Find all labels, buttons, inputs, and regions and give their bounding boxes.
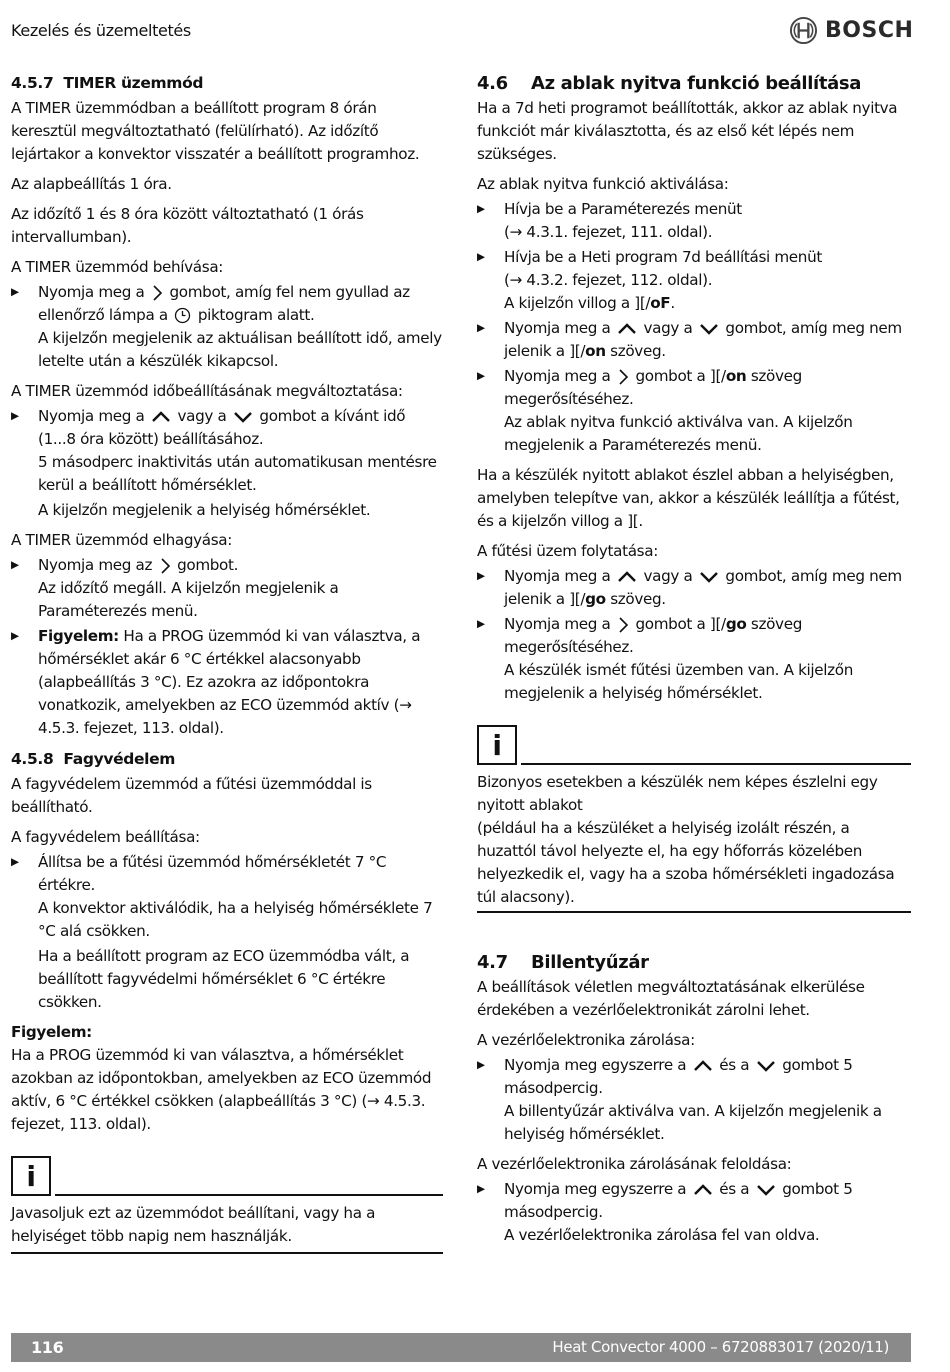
step-text: vagy a: [643, 319, 693, 337]
step-list: [477, 1178, 911, 1247]
step-continuation: Az időzítő megáll. A kijelzőn megjelenik a Paraméterezés menü.: [38, 579, 339, 620]
step-continuation: Az ablak nyitva funkció aktiválva van. A kijelzőn megjelenik a Paraméterezés menü.: [504, 413, 853, 454]
chevron-up-icon: [693, 1183, 713, 1197]
chevron-up-icon: [151, 410, 171, 424]
paragraph: Ha a készülék nyitott ablakot észlel abban a helyiségben, amelyben telepítve van, akkor a készülék leállítja a fűtést, és a kijelzőn villog a ][.: [477, 466, 900, 530]
info-box: [477, 723, 911, 913]
step-list: [477, 198, 911, 457]
step-continuation: 5 másodperc inaktivitás után automatikusan mentésre kerül a beállított hőmérséklet.: [38, 453, 437, 494]
step-list: [11, 405, 443, 522]
document-id: Heat Convector 4000 – 6720883017 (2020/11): [552, 1338, 889, 1356]
step-continuation: [504, 292, 911, 315]
step-text: szöveg megerősítéséhez.: [504, 367, 802, 408]
step-item: [477, 565, 911, 611]
step-text: Nyomja meg egyszerre a: [504, 1056, 687, 1074]
section-title: TIMER üzemmód: [63, 74, 204, 92]
chevron-right-icon: [151, 284, 163, 302]
step-text: Nyomja meg a: [504, 615, 611, 633]
section-heading-4-5-7: [11, 72, 443, 95]
page-header-title: Kezelés és üzemeltetés: [11, 21, 191, 40]
info-box-header: [11, 1154, 443, 1196]
paragraph: Az időzítő 1 és 8 óra között változtatható (1 órás intervallumban).: [11, 205, 364, 246]
step-text: Nyomja meg egyszerre a: [504, 1180, 687, 1198]
page-footer: [11, 1333, 911, 1362]
section-title: Az ablak nyitva funkció beállítása: [531, 73, 862, 94]
chevron-right-icon: [617, 616, 629, 634]
step-continuation: Ha a beállított program az ECO üzemmódba vált, a beállított fagyvédelmi hőmérséklet 6 °C értékre csökken.: [38, 947, 410, 1011]
step-continuation: A készülék ismét fűtési üzemben van. A kijelzőn megjelenik a helyiség hőmérséklet.: [504, 661, 853, 702]
info-box-header: [477, 723, 911, 765]
divider: [55, 1194, 443, 1196]
display-code: go: [725, 615, 747, 633]
step-continuation: (→ 4.3.1. fejezet, 111. oldal).: [504, 223, 713, 241]
step-text: gombot, amíg meg nem jelenik a ][/: [504, 319, 902, 360]
step-text: gombot, amíg fel nem gyullad az ellenőrző lámpa a: [38, 283, 410, 324]
subheading: A vezérlőelektronika zárolása:: [477, 1031, 695, 1049]
step-item: [11, 405, 443, 522]
brand-name: BOSCH: [825, 18, 914, 43]
step-text: Nyomja meg a: [504, 367, 611, 385]
display-code: on: [585, 342, 606, 360]
section-number: 4.6: [477, 73, 508, 94]
info-icon: i: [477, 725, 517, 765]
step-text: Hívja be a Paraméterezés menüt: [504, 200, 742, 218]
step-list: [477, 565, 911, 705]
step-item: [11, 554, 443, 623]
info-icon: i: [11, 1156, 51, 1196]
info-text: Javasoljuk ezt az üzemmódot beállítani, vagy ha a helyiséget több napig nem használják.: [11, 1196, 443, 1254]
step-text: gombot 5 másodpercig.: [504, 1180, 853, 1221]
info-text-line: (például ha a készüléket a helyiség izolált részén, a huzattól távol helyezte el, ha egy hőforrás közelében helyezkedik el, vagy ha a szoba hőmérsékleti ingadozása túl alacsony).: [477, 819, 895, 906]
paragraph: Ha a 7d heti programot beállították, akkor az ablak nyitva funkciót már kiválasztotta, és az első két lépés nem szükséges.: [477, 99, 898, 163]
step-text: gombot.: [177, 556, 239, 574]
section-heading-4-6: [477, 72, 911, 95]
bosch-logo: [789, 16, 913, 45]
paragraph: Az alapbeállítás 1 óra.: [11, 175, 172, 193]
chevron-up-icon: [617, 570, 637, 584]
chevron-right-icon: [617, 368, 629, 386]
step-item-note: [11, 625, 443, 740]
right-column: [477, 72, 911, 1254]
step-item: [11, 281, 443, 373]
step-list: [477, 1054, 911, 1146]
display-code: go: [585, 590, 606, 608]
paragraph: A TIMER üzemmódban a beállított program 8 órán keresztül megváltoztatható (felülírható). Az időzítő lejártakor a konvektor visszatér a beállított programhoz.: [11, 99, 420, 163]
step-item: [477, 317, 911, 363]
left-column: [11, 72, 443, 1254]
divider: [521, 763, 911, 765]
step-item: [477, 613, 911, 705]
step-text: és a: [719, 1180, 750, 1198]
step-text: gombot a ][/: [635, 367, 726, 385]
step-text: és a: [719, 1056, 750, 1074]
display-code: on: [725, 367, 747, 385]
step-text: gombot, amíg meg nem jelenik a ][/: [504, 567, 902, 608]
step-continuation: A vezérlőelektronika zárolása fel van oldva.: [504, 1226, 820, 1244]
step-text: Hívja be a Heti program 7d beállítási menüt: [504, 248, 822, 266]
step-text: .: [670, 294, 675, 312]
section-heading-4-5-8: [11, 748, 443, 771]
chevron-down-icon: [756, 1059, 776, 1073]
step-continuation: A kijelzőn megjelenik az aktuálisan beállított idő, amely letelte után a készülék kikapcsol.: [38, 329, 442, 370]
step-text: gombot a kívánt idő (1...8 óra között) beállításához.: [38, 407, 406, 448]
step-text: Állítsa be a fűtési üzemmód hőmérsékletét 7 °C értékre.: [38, 853, 387, 894]
page-number: 116: [31, 1338, 64, 1357]
chevron-down-icon: [699, 570, 719, 584]
step-text: szöveg.: [605, 590, 666, 608]
section-number: 4.5.8: [11, 750, 54, 768]
section-title: Billentyűzár: [531, 952, 649, 973]
step-text: gombot a ][/: [635, 615, 726, 633]
info-box: [11, 1154, 443, 1254]
step-text: Nyomja meg az: [38, 556, 153, 574]
subheading: A vezérlőelektronika zárolásának feloldása:: [477, 1155, 792, 1173]
section-heading-4-7: [477, 951, 911, 974]
bosch-armature-icon: [789, 16, 818, 45]
step-item: [11, 851, 443, 1014]
chevron-down-icon: [756, 1183, 776, 1197]
step-text: A kijelzőn villog a ][/: [504, 294, 651, 312]
subheading: Az ablak nyitva funkció aktiválása:: [477, 175, 729, 193]
paragraph: A beállítások véletlen megváltoztatásának elkerülése érdekében a vezérlőelektronikát zárolni lehet.: [477, 978, 865, 1019]
step-item: [477, 365, 911, 457]
step-text: szöveg.: [605, 342, 666, 360]
subheading: A fagyvédelem beállítása:: [11, 828, 200, 846]
paragraph: A fagyvédelem üzemmód a fűtési üzemmóddal is beállítható.: [11, 775, 372, 816]
step-continuation: A billentyűzár aktiválva van. A kijelzőn megjelenik a helyiség hőmérséklet.: [504, 1102, 882, 1143]
display-code: oF: [650, 294, 671, 312]
note-label: Figyelem:: [38, 627, 119, 645]
step-text: gombot 5 másodpercig.: [504, 1056, 853, 1097]
subheading: A TIMER üzemmód elhagyása:: [11, 531, 233, 549]
warning-text: Ha a PROG üzemmód ki van választva, a hőmérséklet azokban az időpontokban, amelyekben az ECO üzemmód aktív, 6 °C értékkel csökken (alapbeállítás 3 °C) (→ 4.5.3. fejezet, 113. oldal).: [11, 1046, 432, 1133]
step-text: Nyomja meg a: [38, 407, 145, 425]
step-list: [11, 281, 443, 373]
step-item: [477, 246, 911, 315]
step-continuation: (→ 4.3.2. fejezet, 112. oldal).: [504, 271, 713, 289]
section-number: 4.5.7: [11, 74, 54, 92]
step-list: [11, 554, 443, 740]
step-text: vagy a: [177, 407, 227, 425]
chevron-up-icon: [693, 1059, 713, 1073]
chevron-up-icon: [617, 322, 637, 336]
step-text: Nyomja meg a: [38, 283, 145, 301]
section-number: 4.7: [477, 952, 508, 973]
chevron-down-icon: [233, 410, 253, 424]
note-text: Ha a PROG üzemmód ki van választva, a hőmérséklet akár 6 °C értékkel alacsonyabb (alapbeállítás 3 °C). Ez azokra az időpontokra vonatkozik, amelyekben az ECO üzemmód aktív (→ 4.5.3. fejezet, 113. oldal).: [38, 627, 421, 737]
step-text: Nyomja meg a: [504, 567, 611, 585]
step-item: [477, 1178, 911, 1247]
section-title: Fagyvédelem: [63, 750, 176, 768]
info-text: [477, 765, 911, 913]
subheading: A TIMER üzemmód időbeállításának megváltoztatása:: [11, 382, 403, 400]
step-item: [477, 198, 911, 244]
step-text: vagy a: [643, 567, 693, 585]
warning-title: Figyelem:: [11, 1023, 92, 1041]
step-continuation: A konvektor aktiválódik, ha a helyiség hőmérséklete 7 °C alá csökken.: [38, 899, 433, 940]
clock-icon: [174, 307, 191, 324]
step-text: Nyomja meg a: [504, 319, 611, 337]
chevron-down-icon: [699, 322, 719, 336]
chevron-right-icon: [159, 557, 171, 575]
info-text-line: Bizonyos esetekben a készülék nem képes észlelni egy nyitott ablakot: [477, 773, 878, 814]
subheading: A fűtési üzem folytatása:: [477, 542, 658, 560]
step-item: [477, 1054, 911, 1146]
subheading: A TIMER üzemmód behívása:: [11, 258, 224, 276]
step-continuation: A kijelzőn megjelenik a helyiség hőmérséklet.: [38, 501, 371, 519]
step-list: [11, 851, 443, 1014]
step-text: szöveg megerősítéséhez.: [504, 615, 802, 656]
step-text: piktogram alatt.: [197, 306, 315, 324]
